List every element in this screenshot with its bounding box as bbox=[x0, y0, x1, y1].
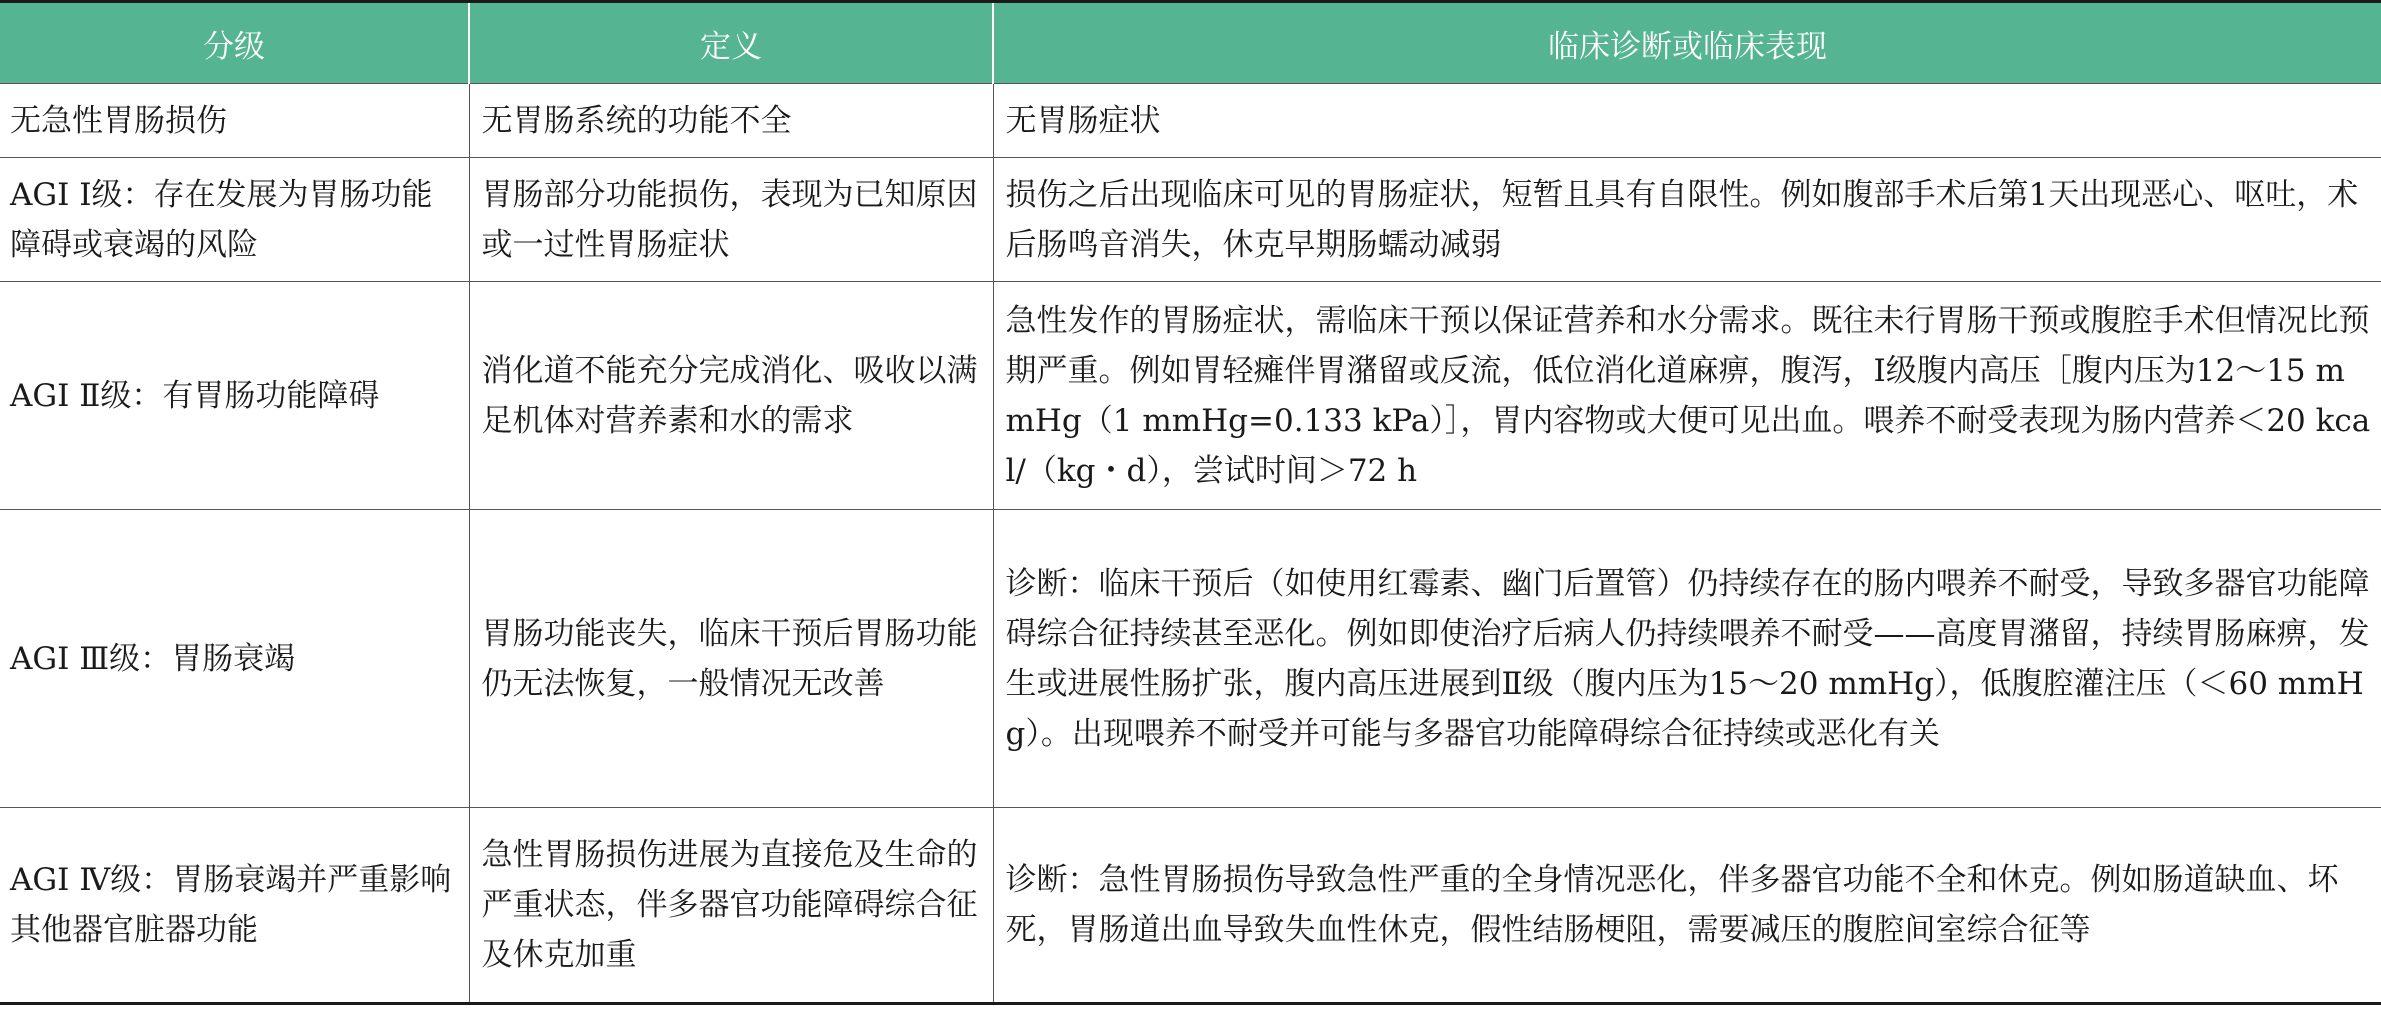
grade-cell: AGI Ⅰ级：存在发展为胃肠功能障碍或衰竭的风险 bbox=[0, 158, 469, 282]
definition-cell: 无胃肠系统的功能不全 bbox=[469, 84, 993, 158]
clinical-cell: 诊断：临床干预后（如使用红霉素、幽门后置管）仍持续存在的肠内喂养不耐受，导致多器官功能障碍综合征持续甚至恶化。例如即使治疗后病人仍持续喂养不耐受——高度胃潴留，持续胃肠麻痹，发生或进展性肠扩张，腹内高压进展到Ⅱ级（腹内压为15～20 mmHg），低腹腔灌注压（＜60 mmHg）。出现喂养不耐受并可能与多器官功能障碍综合征持续或恶化有关 bbox=[993, 510, 2381, 808]
table-row bbox=[0, 808, 2381, 1004]
table-row bbox=[0, 510, 2381, 808]
definition-cell: 胃肠功能丧失，临床干预后胃肠功能仍无法恢复，一般情况无改善 bbox=[469, 510, 993, 808]
grade-cell: AGI Ⅱ级：有胃肠功能障碍 bbox=[0, 282, 469, 510]
clinical-cell: 诊断：急性胃肠损伤导致急性严重的全身情况恶化，伴多器官功能不全和休克。例如肠道缺血、坏死，胃肠道出血导致失血性休克，假性结肠梗阻，需要减压的腹腔间室综合征等 bbox=[993, 808, 2381, 1004]
clinical-cell: 急性发作的胃肠症状，需临床干预以保证营养和水分需求。既往未行胃肠干预或腹腔手术但情况比预期严重。例如胃轻瘫伴胃潴留或反流，低位消化道麻痹，腹泻，Ⅰ级腹内高压［腹内压为12～15 mmHg（1 mmHg=0.133 kPa）］，胃内容物或大便可见出血。喂养不耐受表现为肠内营养＜20 kcal/（kg・d），尝试时间＞72 h bbox=[993, 282, 2381, 510]
definition-cell: 消化道不能充分完成消化、吸收以满足机体对营养素和水的需求 bbox=[469, 282, 993, 510]
clinical-cell: 损伤之后出现临床可见的胃肠症状，短暂且具有自限性。例如腹部手术后第1天出现恶心、呕吐，术后肠鸣音消失，休克早期肠蠕动减弱 bbox=[993, 158, 2381, 282]
header-grade: 分级 bbox=[0, 2, 469, 84]
table-row bbox=[0, 282, 2381, 510]
header-definition: 定义 bbox=[469, 2, 993, 84]
clinical-cell: 无胃肠症状 bbox=[993, 84, 2381, 158]
header-clinical: 临床诊断或临床表现 bbox=[993, 2, 2381, 84]
definition-cell: 急性胃肠损伤进展为直接危及生命的严重状态，伴多器官功能障碍综合征及休克加重 bbox=[469, 808, 993, 1004]
definition-cell: 胃肠部分功能损伤，表现为已知原因或一过性胃肠症状 bbox=[469, 158, 993, 282]
grade-cell: AGI Ⅲ级：胃肠衰竭 bbox=[0, 510, 469, 808]
grade-cell: AGI Ⅳ级：胃肠衰竭并严重影响其他器官脏器功能 bbox=[0, 808, 469, 1004]
table-header-row bbox=[0, 2, 2381, 84]
table-row bbox=[0, 158, 2381, 282]
grade-cell: 无急性胃肠损伤 bbox=[0, 84, 469, 158]
table-row bbox=[0, 84, 2381, 158]
